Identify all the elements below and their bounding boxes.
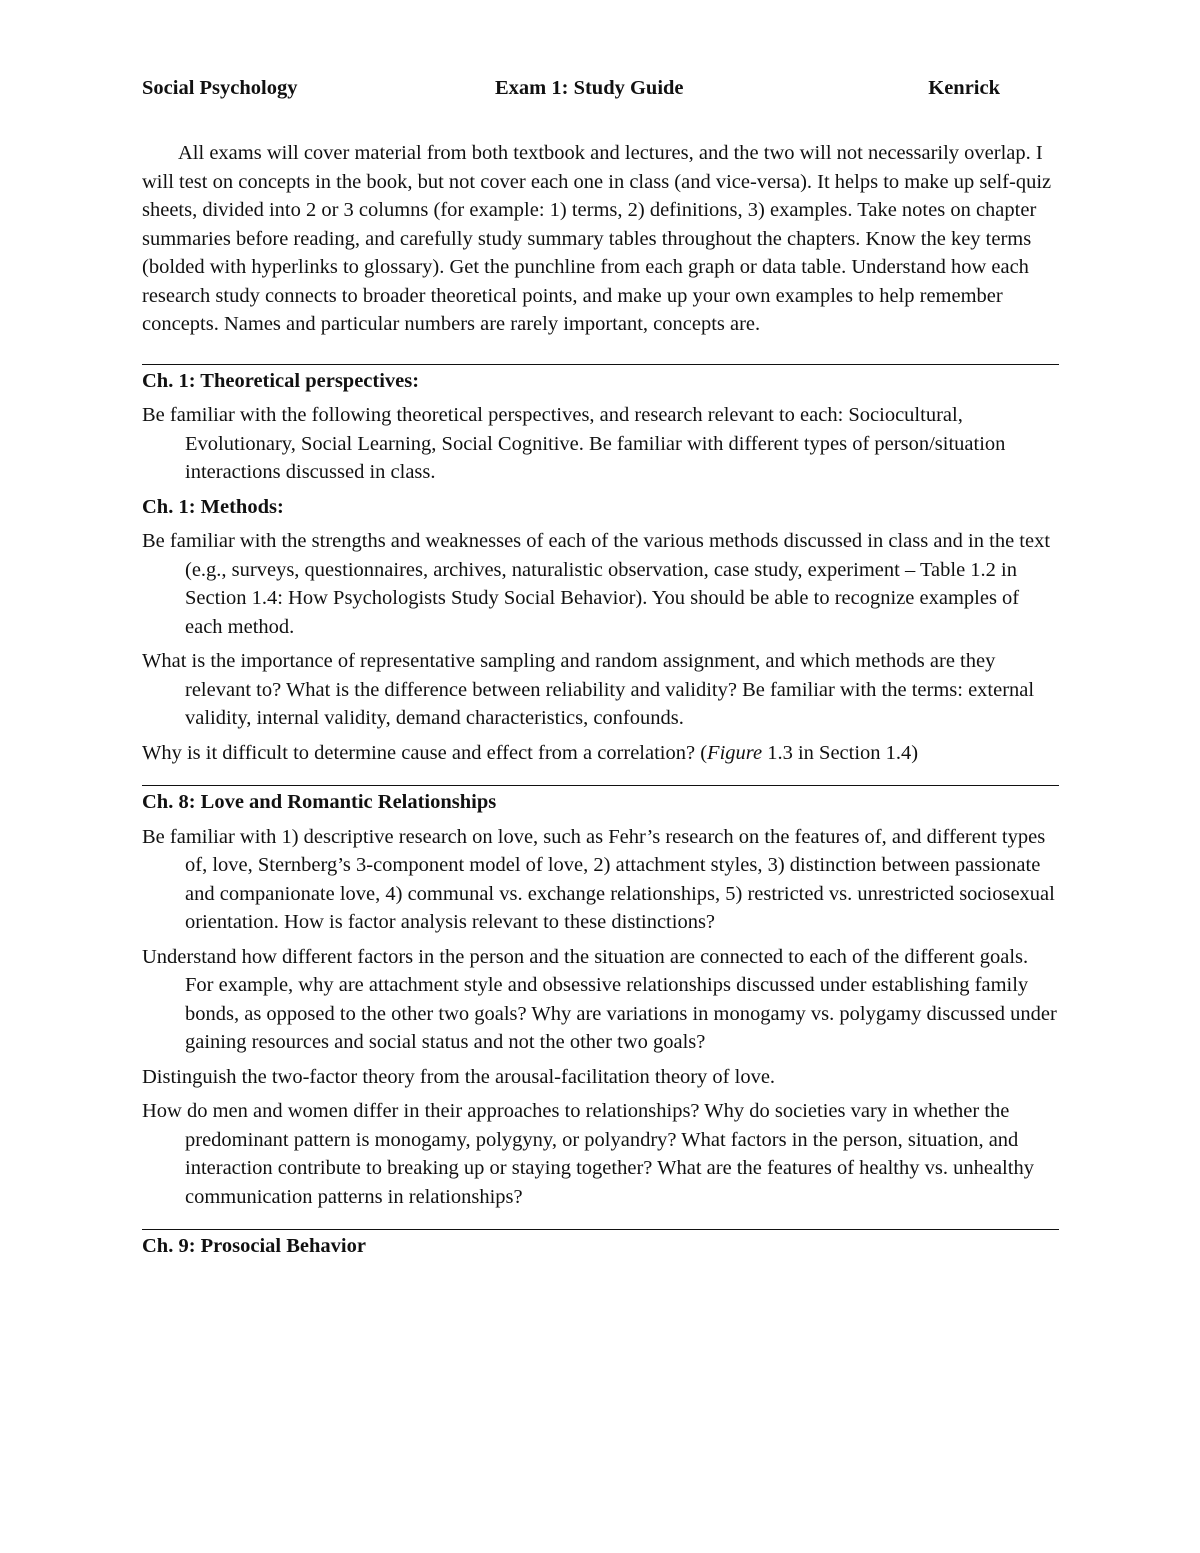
paragraph-text: 1.3 in Section 1.4) bbox=[762, 741, 919, 764]
study-guide-page bbox=[142, 74, 1059, 1267]
figure-reference: Figure bbox=[707, 741, 763, 764]
author-name: Kenrick bbox=[928, 77, 1000, 99]
section-title: Ch. 1: Theoretical perspectives: bbox=[142, 369, 420, 392]
section-paragraph: Understand how different factors in the person and the situation are connected to each of the different goals. For example, why are attachment style and obsessive relationships discussed under establishing family bonds, as opposed to the other two goals? Why are variations in monogamy vs. polygamy discussed under gaining resources and social status and not the other two goals? bbox=[142, 945, 1057, 1053]
section-divider bbox=[142, 364, 1059, 365]
course-name: Social Psychology bbox=[142, 77, 298, 99]
section-ch8 bbox=[142, 788, 1059, 1211]
paragraph-text: Why is it difficult to determine cause and effect from a correlation? ( bbox=[142, 741, 708, 764]
section-divider bbox=[142, 1229, 1059, 1230]
section-title: Ch. 1: Methods: bbox=[142, 495, 284, 518]
intro-paragraph: All exams will cover material from both textbook and lectures, and the two will not necessarily overlap. I will test on concepts in the book, but not cover each one in class (and vice-versa). It helps to make up self-quiz sheets, divided into 2 or 3 columns (for example: 1) terms, 2) definitions, 3) examples. Take notes on chapter summaries before reading, and carefully study summary tables throughout the chapters. Know the key terms (bolded with hyperlinks to glossary). Get the punchline from each graph or data table. Understand how each research study connects to broader theoretical points, and make up your own examples to help remember concepts. Names and particular numbers are rarely important, concepts are. bbox=[142, 142, 1052, 335]
section-paragraph: Be familiar with 1) descriptive research on love, such as Fehr’s research on the features of, and different types of, love, Sternberg’s 3-component model of love, 2) attachment styles, 3) distinction between passionate and companionate love, 4) communal vs. exchange relationships, 5) restricted vs. unrestricted sociosexual orientation. How is factor analysis relevant to these distinctions? bbox=[142, 825, 1055, 933]
page-header bbox=[142, 74, 1059, 108]
section-title: Ch. 9: Prosocial Behavior bbox=[142, 1235, 366, 1257]
section-ch1-theory bbox=[142, 367, 1059, 487]
section-ch9 bbox=[142, 1232, 1059, 1261]
section-divider bbox=[142, 785, 1059, 786]
section-title: Ch. 8: Love and Romantic Relationships bbox=[142, 791, 497, 813]
document-title: Exam 1: Study Guide bbox=[495, 77, 684, 99]
section-paragraph: Be familiar with the strengths and weaknesses of each of the various methods discussed in class and in the text (e.g., surveys, questionnaires, archives, naturalistic observation, case study, experiment – Table 1.2 in Section 1.4: How Psychologists Study Social Behavior). You should be able to recognize examples of each method. bbox=[142, 530, 1051, 638]
section-paragraph: Be familiar with the following theoretical perspectives, and research relevant to each: Sociocultural, Evolutionary, Social Learning, Social Cognitive. Be familiar with different types of person/situation interactions discussed in class. bbox=[142, 404, 1006, 483]
section-paragraph: How do men and women differ in their approaches to relationships? Why do societies vary in whether the predominant pattern is monogamy, polygyny, or polyandry? What factors in the person, situation, and interaction contribute to breaking up or staying together? What are the features of healthy vs. unhealthy communication patterns in relationships? bbox=[142, 1100, 1034, 1208]
section-paragraph bbox=[142, 739, 1059, 768]
section-ch1-methods bbox=[142, 493, 1059, 768]
section-paragraph: What is the importance of representative sampling and random assignment, and which methods are they relevant to? What is the difference between reliability and validity? Be familiar with the terms: external validity, internal validity, demand characteristics, confounds. bbox=[142, 650, 1035, 729]
section-paragraph: Distinguish the two-factor theory from the arousal-facilitation theory of love. bbox=[142, 1065, 776, 1088]
